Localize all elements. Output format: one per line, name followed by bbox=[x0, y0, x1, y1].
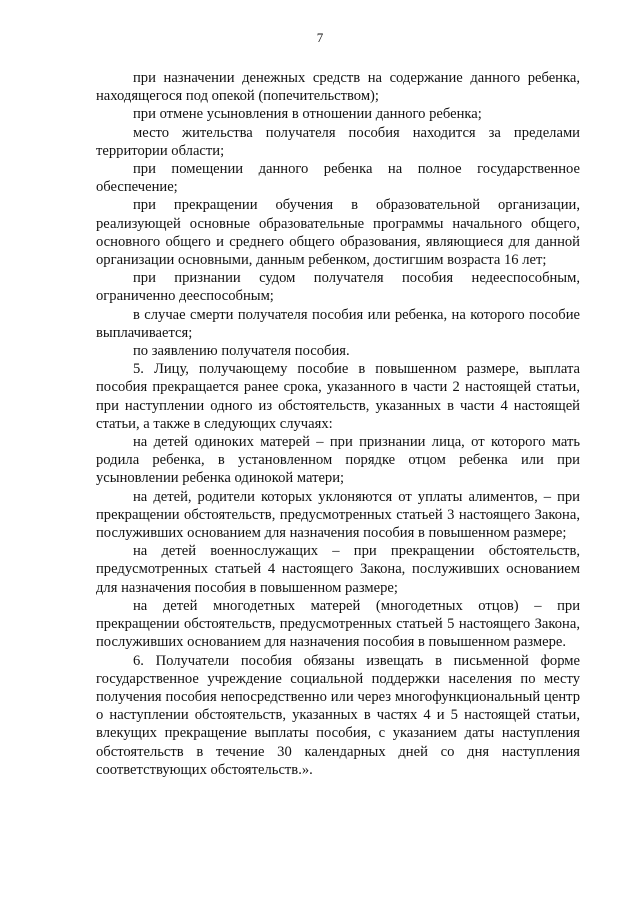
paragraph: на детей многодетных матерей (многодетных отцов) – при прекращении обстоятельств, предусмотренных статьей 5 настоящего Закона, послуживших основанием для назначения пособия в повышенном размере. bbox=[96, 597, 580, 651]
page-number: 7 bbox=[316, 30, 324, 45]
paragraph: 5. Лицу, получающему пособие в повышенном размере, выплата пособия прекращается ранее срока, указанного в части 2 настоящей статьи, при наступлении одного из обстоятельств, указанных в части 4 настоящей статьи, а также в следующих случаях: bbox=[96, 361, 580, 432]
paragraph: на детей военнослужащих – при прекращении обстоятельств, предусмотренных статьей 4 настоящего Закона, послуживших основанием для назначения пособия в повышенном размере; bbox=[96, 543, 580, 596]
document-body bbox=[96, 69, 580, 779]
paragraph: 6. Получатели пособия обязаны извещать в письменной форме государственное учреждение социальной поддержки населения по месту получения пособия непосредственно или через многофункциональный центр о наступлении обстоятельств, указанных в частях 4 и 5 настоящей статьи, влекущих прекращение выплаты пособия, с указанием даты наступления обстоятельств в течение 30 календарных дней со дня наступления соответствующих обстоятельств.». bbox=[96, 652, 580, 778]
paragraph: в случае смерти получателя пособия или ребенка, на которого пособие выплачивается; bbox=[96, 306, 580, 341]
paragraph: при помещении данного ребенка на полное государственное обеспечение; bbox=[96, 161, 580, 196]
paragraph: на детей, родители которых уклоняются от уплаты алиментов, – при прекращении обстоятельств, предусмотренных статьей 3 настоящего Закона, послуживших основанием для назначения пособия в повышенном размере; bbox=[96, 488, 580, 542]
paragraph: на детей одиноких матерей – при признании лица, от которого мать родила ребенка, в установленном порядке отцом ребенка или при усыновлении ребенка одинокой матери; bbox=[96, 434, 580, 487]
paragraph: по заявлению получателя пособия. bbox=[133, 343, 350, 360]
paragraph: при признании судом получателя пособия недееспособным, ограниченно дееспособным; bbox=[96, 270, 580, 305]
paragraph: при прекращении обучения в образовательной организации, реализующей основные образовательные программы начального общего, основного общего и среднего общего образования, являющиеся для данной организации основными, данным ребенком, достигшим возраста 16 лет; bbox=[96, 197, 580, 269]
paragraph: место жительства получателя пособия находится за пределами территории области; bbox=[96, 124, 580, 159]
paragraph: при назначении денежных средств на содержание данного ребенка, находящегося под опекой (попечительством); bbox=[96, 70, 580, 105]
paragraph: при отмене усыновления в отношении данного ребенка; bbox=[133, 106, 482, 123]
